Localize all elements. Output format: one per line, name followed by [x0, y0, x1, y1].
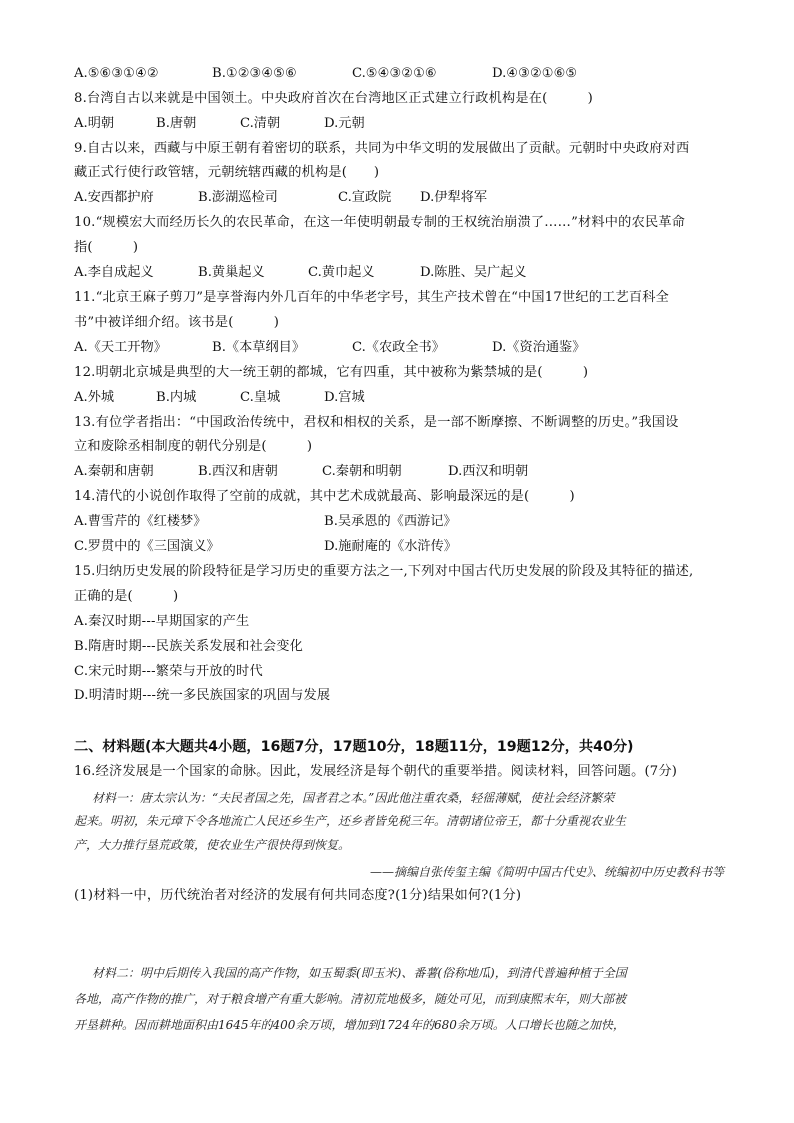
q13-option-b[interactable]: B.西汉和唐朝: [198, 464, 278, 479]
q8-stem: 8.台湾自古以来就是中国领土。中央政府首次在台湾地区正式建立行政机构是在( ): [74, 91, 594, 106]
q16-material2-line1: 材料二：明中后期传入我国的高产作物，如玉蜀黍(即玉米)、番薯(俗称地瓜)，到清代普遍种植于全国: [92, 966, 627, 980]
q10-stem-line1: 10.“规模宏大而经历长久的农民革命，在这一年使明朝最专制的王权统治崩溃了……”材料中的农民革命: [74, 215, 686, 230]
q13-option-c[interactable]: C.秦朝和明朝: [322, 464, 402, 479]
q14-stem: 14.清代的小说创作取得了空前的成就，其中艺术成就最高、影响最深远的是( ): [74, 489, 575, 504]
q10-option-c[interactable]: C.黄巾起义: [308, 265, 375, 280]
q15-option-d[interactable]: D.明清时期---统一多民族国家的巩固与发展: [74, 688, 331, 703]
q12-option-b[interactable]: B.内城: [156, 390, 197, 405]
q16-material1-line3: 产，大力推行垦荒政策，使农业生产很快得到恢复。: [74, 838, 351, 852]
q14-option-c[interactable]: C.罗贯中的《三国演义》: [74, 539, 220, 554]
q11-option-b[interactable]: B.《本草纲目》: [212, 340, 306, 355]
q15-stem-line2: 正确的是( ): [74, 589, 179, 604]
q13-stem-line2: 立和废除丞相制度的朝代分别是( ): [74, 439, 313, 454]
q12-stem: 12.明朝北京城是典型的大一统王朝的都城，它有四重，其中被称为紫禁城的是( ): [74, 365, 589, 380]
q9-option-d[interactable]: D.伊犁将军: [420, 190, 488, 205]
q10-option-b[interactable]: B.黄巢起义: [198, 265, 265, 280]
q14-option-a[interactable]: A.曹雪芹的《红楼梦》: [74, 514, 207, 529]
q8-option-d[interactable]: D.元朝: [324, 116, 365, 131]
q15-option-a[interactable]: A.秦汉时期---早期国家的产生: [74, 614, 250, 629]
q9-stem-line2: 藏正式行使行政管辖，元朝统辖西藏的机构是( ): [74, 165, 380, 180]
q8-option-c[interactable]: C.清朝: [240, 116, 281, 131]
q15-stem-line1: 15.归纳历史发展的阶段特征是学习历史的重要方法之一,下列对中国古代历史发展的阶段及其特征的描述,: [74, 564, 694, 579]
q14-option-b[interactable]: B.吴承恩的《西游记》: [324, 514, 457, 529]
q7-option-c[interactable]: C.⑤④③②①⑥: [352, 66, 437, 81]
q16-material1-source: ——摘编自张传玺主编《简明中国古代史》、统编初中历史教科书等: [369, 865, 724, 879]
q13-option-d[interactable]: D.西汉和明朝: [448, 464, 529, 479]
q9-stem-line1: 9.自古以来，西藏与中原王朝有着密切的联系，共同为中华文明的发展做出了贡献。元朝时中央政府对西: [74, 141, 690, 156]
q12-option-a[interactable]: A.外城: [74, 390, 115, 405]
q12-option-d[interactable]: D.宫城: [324, 390, 365, 405]
q13-stem-line1: 13.有位学者指出：“中国政治传统中，君权和相权的关系，是一部不断摩擦、不断调整的历史。”我国设: [74, 415, 679, 430]
q15-option-b[interactable]: B.隋唐时期---民族关系发展和社会变化: [74, 639, 304, 654]
q16-material1-line1: 材料一：唐太宗认为：“夫民者国之先，国者君之本。”因此他注重农桑，轻徭薄赋，使社会经济繁荣: [92, 791, 615, 805]
q11-stem-line1: 11.“北京王麻子剪刀”是享誉海内外几百年的中华老字号，其生产技术曾在“中国17世纪的工艺百科全: [74, 290, 670, 305]
q16-stem: 16.经济发展是一个国家的命脉。因此，发展经济是每个朝代的重要举措。阅读材料，回答问题。(7分): [74, 764, 678, 779]
q7-option-a[interactable]: A.⑤⑥③①④②: [74, 66, 159, 81]
q11-option-a[interactable]: A.《天工开物》: [74, 340, 167, 355]
q10-stem-line2: 指( ): [74, 240, 139, 255]
q11-stem-line2: 书”中被详细介绍。该书是( ): [74, 315, 280, 330]
section-2-title: 二、材料题(本大题共4小题，16题7分，17题10分，18题11分，19题12分，共40分): [74, 739, 634, 755]
q8-option-b[interactable]: B.唐朝: [156, 116, 197, 131]
q16-material2-line2: 各地，高产作物的推广，对于粮食增产有重大影响。清初荒地极多，随处可见，而到康熙末年，则大部被: [74, 992, 627, 1006]
q11-option-c[interactable]: C.《农政全书》: [352, 340, 445, 355]
q8-option-a[interactable]: A.明朝: [74, 116, 115, 131]
q14-option-d[interactable]: D.施耐庵的《水浒传》: [324, 539, 457, 554]
q7-option-d[interactable]: D.④③②①⑥⑤: [492, 66, 578, 81]
q9-option-a[interactable]: A.安西都护府: [74, 190, 154, 205]
q9-option-b[interactable]: B.澎湖巡检司: [198, 190, 278, 205]
q11-option-d[interactable]: D.《资治通鉴》: [492, 340, 586, 355]
q12-option-c[interactable]: C.皇城: [240, 390, 281, 405]
q13-option-a[interactable]: A.秦朝和唐朝: [74, 464, 154, 479]
q16-material1-line2: 起来。明初，朱元璋下令各地流亡人民还乡生产，还乡者皆免税三年。清朝诸位帝王，都十分重视农业生: [74, 814, 627, 828]
q10-option-a[interactable]: A.李自成起义: [74, 265, 154, 280]
q16-sub-question-1: (1)材料一中，历代统治者对经济的发展有何共同态度?(1分)结果如何?(1分): [74, 888, 522, 903]
q9-option-c[interactable]: C.宣政院: [338, 190, 392, 205]
q10-option-d[interactable]: D.陈胜、吴广起义: [420, 265, 527, 280]
q15-option-c[interactable]: C.宋元时期---繁荣与开放的时代: [74, 664, 263, 679]
q16-material2-line3: 开垦耕种。因而耕地面积由1645年的400余万顷，增加到1724年的680余万顷。人口增长也随之加快，: [74, 1018, 625, 1032]
q7-option-b[interactable]: B.①②③④⑤⑥: [212, 66, 297, 81]
